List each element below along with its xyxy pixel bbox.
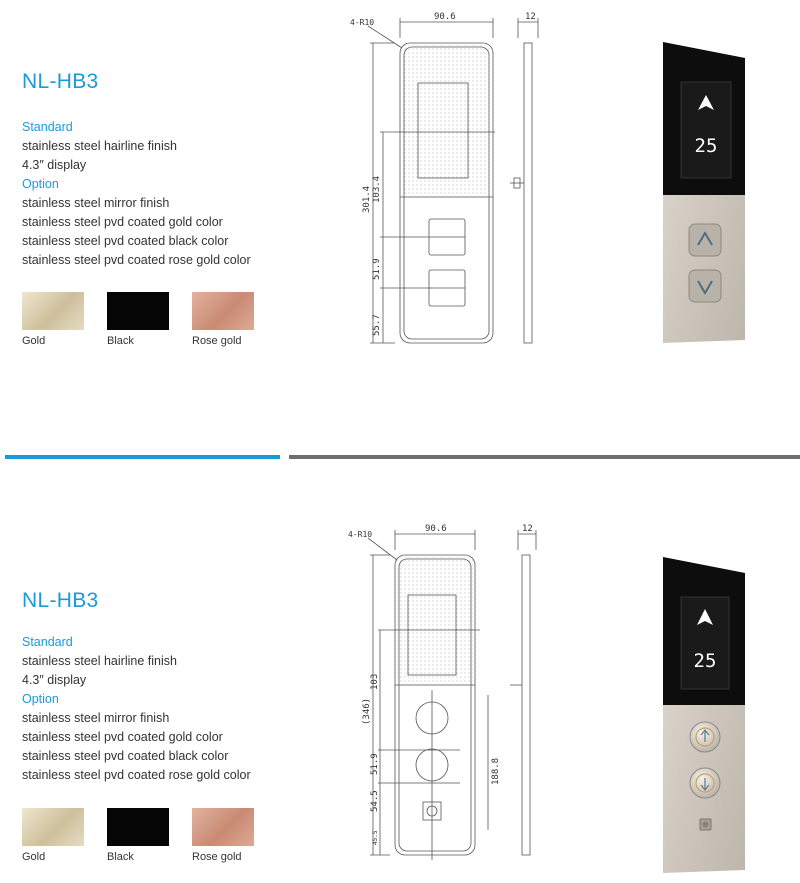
gold-swatch	[22, 808, 84, 846]
down-call-button[interactable]	[689, 270, 721, 302]
standard-heading: Standard	[22, 120, 73, 134]
section-divider-gray	[289, 455, 800, 459]
option-heading: Option	[22, 177, 59, 191]
swatch-label: Rose gold	[192, 851, 242, 863]
spec-list	[22, 118, 251, 270]
radius-dimension: 4-R10	[350, 18, 375, 27]
rose-gold-swatch	[192, 292, 254, 330]
height-dimension: (346)	[362, 697, 372, 725]
swatch-label: Gold	[22, 851, 46, 863]
spec-item: stainless steel mirror finish	[22, 196, 170, 210]
spec-item: 4.3″ display	[22, 673, 87, 687]
side-profile	[524, 43, 532, 343]
swatch-label: Gold	[22, 335, 46, 347]
black-swatch	[107, 292, 169, 330]
product-title: NL-HB3	[22, 70, 99, 93]
product-render	[655, 555, 750, 875]
bottom-dimension: 55.7	[372, 314, 382, 336]
spec-item: stainless steel mirror finish	[22, 711, 170, 725]
spec-item: stainless steel hairline finish	[22, 654, 177, 668]
lower-dimension: 188.8	[491, 757, 501, 785]
pitch-dimension: 51.9	[372, 258, 382, 280]
key-dimension: 45.5	[372, 830, 379, 845]
height-dimension: 301.4	[362, 185, 372, 213]
rose-gold-swatch	[192, 808, 254, 846]
standard-heading: Standard	[22, 635, 73, 649]
spec-item: 4.3″ display	[22, 158, 87, 172]
black-swatch	[107, 808, 169, 846]
spec-item: stainless steel pvd coated rose gold color	[22, 768, 251, 782]
keyhole-icon	[703, 822, 709, 828]
depth-dimension: 12	[525, 12, 536, 22]
swatch-label: Black	[107, 335, 134, 347]
product-render	[655, 40, 750, 345]
width-dimension: 90.6	[425, 524, 447, 534]
floor-display: 25	[694, 135, 718, 157]
pitch-dimension: 51.9	[370, 753, 380, 775]
option-heading: Option	[22, 692, 59, 706]
spec-item: stainless steel pvd coated black color	[22, 234, 229, 248]
section-divider-blue	[5, 455, 280, 459]
gold-swatch	[22, 292, 84, 330]
spec-list	[22, 633, 251, 785]
up-call-button[interactable]	[689, 224, 721, 256]
width-dimension: 90.6	[434, 12, 456, 22]
radius-dimension: 4-R10	[348, 530, 373, 539]
spec-item: stainless steel pvd coated black color	[22, 749, 229, 763]
bottom-dimension: 54.5	[370, 790, 380, 812]
spec-item: stainless steel pvd coated gold color	[22, 730, 223, 744]
spec-item: stainless steel pvd coated gold color	[22, 215, 223, 229]
depth-dimension: 12	[522, 524, 533, 534]
technical-drawing	[340, 8, 570, 353]
technical-drawing	[340, 520, 570, 875]
product-title: NL-HB3	[22, 589, 99, 612]
swatch-label: Black	[107, 851, 134, 863]
swatch-label: Rose gold	[192, 335, 242, 347]
display-height-dimension: 103.4	[372, 175, 382, 203]
spec-item: stainless steel hairline finish	[22, 139, 177, 153]
display-height-dimension: 103	[370, 673, 380, 690]
side-profile	[522, 555, 530, 855]
spec-item: stainless steel pvd coated rose gold color	[22, 253, 251, 267]
floor-display: 25	[693, 650, 717, 672]
